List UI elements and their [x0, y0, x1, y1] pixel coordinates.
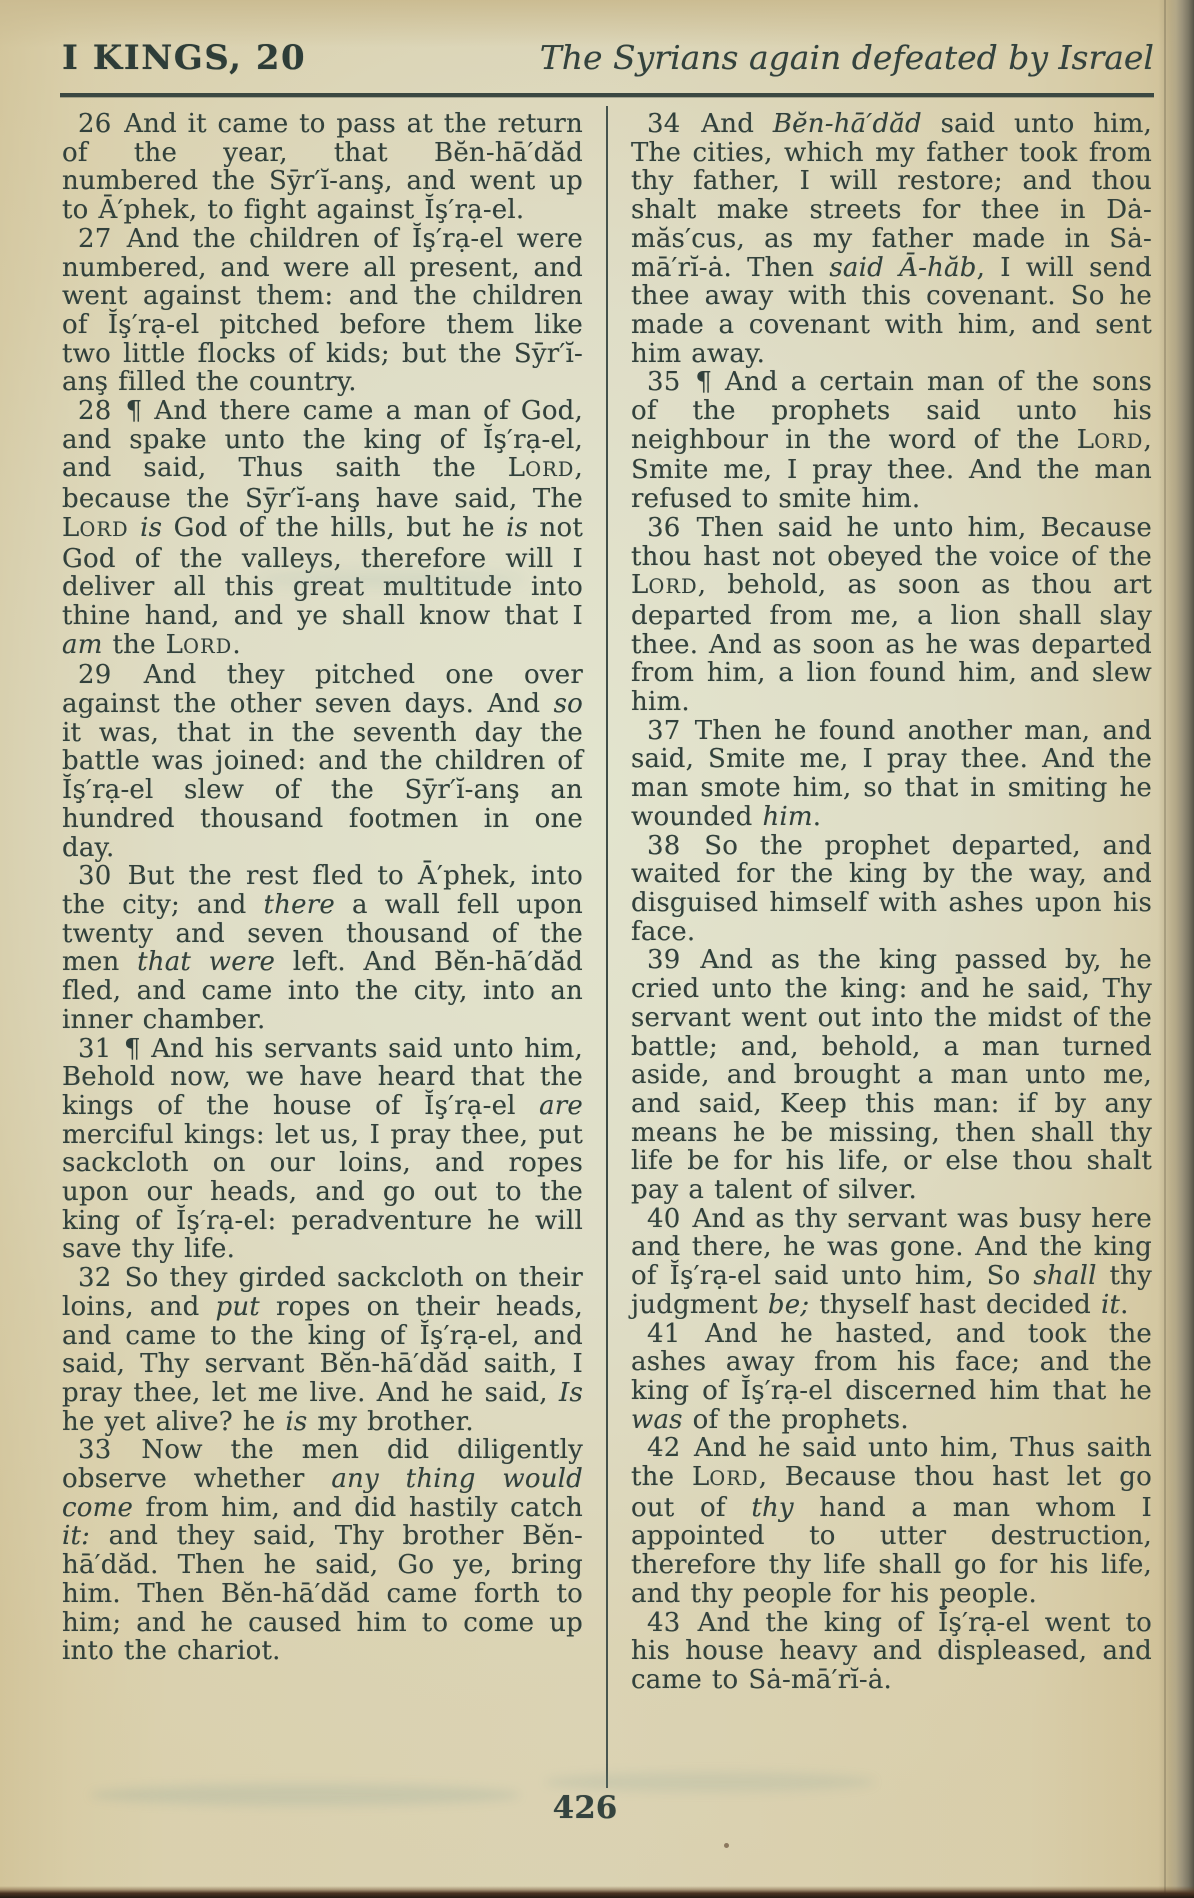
verse-41: 41 And he hasted, and took the ashes away from his face; and the king of Ĭş′rạ-el discerned him that he was of the prophets.: [631, 1318, 1152, 1435]
book-chapter-heading: I KINGS, 20: [62, 38, 307, 78]
verse-number: 32: [78, 1263, 112, 1294]
verse-number: 38: [647, 830, 681, 861]
verse-number: 43: [647, 1607, 681, 1638]
column-divider: [606, 106, 608, 1788]
paper-speck: [724, 1843, 729, 1848]
verse-number: 42: [647, 1433, 681, 1464]
running-header: [62, 38, 1154, 78]
divine-name-small-caps: LORD: [1076, 424, 1144, 455]
text-columns: [62, 110, 1154, 1788]
verse-number: 35: [647, 367, 681, 398]
verse-28: 28 ¶ And there came a man of God, and spake unto the king of Ĭş′rạ-el, and said, Thus saith the LORD, because the Sȳr′ĭ-anş have said, The LORD is God of the hills, but he is not God of the valleys, therefore will I deliver all this great multitude into thine hand, and ye shall know that I am the LORD.: [62, 396, 583, 660]
verse-number: 41: [647, 1318, 681, 1349]
verse-26: 26 And it came to pass at the return of the year, that Bĕn-hā′dăd numbered the Sȳr′ĭ-anş, and went up to Ā′phek, to fight against Ĭş′rạ-el.: [62, 109, 583, 226]
verse-38: 38 So the prophet departed, and waited for the king by the way, and disguised himself with ashes upon his face.: [631, 830, 1153, 947]
verse-39: 39 And as the king passed by, he cried unto the king: and he said, Thy servant went out into the midst of the battle; and, behold, a man turned aside, and brought a man unto me, and said, Keep this man: if by any means he be missing, then shall thy life be for his life, or else thou shalt pay a talent of silver.: [631, 945, 1152, 1206]
page-number: 426: [552, 1790, 618, 1826]
verse-number: 34: [647, 109, 681, 139]
verse-number: 31: [78, 1033, 112, 1064]
verse-31: 31 ¶ And his servants said unto him, Behold now, we have heard that the kings of the house of Ĭş′rạ-el are merciful kings: let us, I pray thee, put sackcloth on our loins, and ropes upon our heads, and go out to the king of Ĭş′rạ-el: peradventure he will save thy life.: [62, 1033, 584, 1265]
verse-number: 28: [78, 396, 112, 427]
verse-number: 40: [647, 1203, 681, 1234]
verse-number: 33: [78, 1435, 112, 1466]
verse-number: 30: [78, 861, 112, 892]
verse-40: 40 And as thy servant was busy here and there, he was gone. And the king of Ĭş′rạ-el said unto him, So shall thy judgment be; thyself hast decided it.: [631, 1203, 1152, 1320]
verse-number: 39: [647, 945, 681, 976]
divine-name-small-caps: LORD: [631, 570, 698, 601]
verse-36: 36 Then said he unto him, Because thou hast not obeyed the voice of the LORD, behold, as soon as thou art departed from me, a lion shall slay thee. And as soon as he was departed from him, a lion found him, and slew him.: [631, 512, 1153, 718]
verse-30: 30 But the rest fled to Ā′phek, into the city; and there a wall fell upon twenty and seven thousand of the men that were left. And Bĕn-hā′dăd fled, and came into the city, into an inner chamber.: [62, 861, 583, 1035]
page-edge-shadow: [1158, 0, 1194, 1898]
verse-27: 27 And the children of Ĭş′rạ-el were numbered, and were all present, and went against them: and the children of Ĭş′rạ-el pitched before them like two little flocks of kids; but the Sȳr′ĭ-anş filled the country.: [62, 223, 583, 398]
verse-number: 29: [78, 660, 112, 691]
divine-name-small-caps: LORD: [507, 453, 575, 484]
verse-number: 36: [647, 512, 681, 543]
divine-name-small-caps: LORD: [165, 629, 233, 660]
right-column: [631, 110, 1152, 1695]
page-bottom-edge: [0, 1886, 1194, 1898]
verse-29: 29 And they pitched one over against the other seven days. And so it was, that in the seventh day the battle was joined: and the children of Ĭş′rạ-el slew of the Sȳr′ĭ-anş an hundred thousand footmen in one day.: [62, 660, 584, 863]
verse-number: 26: [78, 109, 112, 139]
verse-42: 42 And he said unto him, Thus saith the LORD, Because thou hast let go out of thy hand a man whom I appointed to utter destruction, therefore thy life shall go for his life, and thy people for his people.: [631, 1433, 1153, 1609]
left-column: [62, 110, 583, 1666]
verse-number: 37: [647, 715, 681, 746]
verse-number: 27: [78, 223, 112, 254]
verse-32: 32 So they girded sackcloth on their loins, and put ropes on their heads, and came to the king of Ĭş′rạ-el, and said, Thy servant Bĕn-hā′dăd saith, I pray thee, let me live. And he said, Is he yet alive? he is my brother.: [62, 1263, 584, 1437]
verse-33: 33 Now the men did diligently observe whether any thing would come from him, and did hastily catch it: and they said, Thy brother Bĕn-hā′dăd. Then he said, Go ye, bring him. Then Bĕn-hā′dăd came forth to him; and he caused him to come up into the chariot.: [62, 1435, 583, 1667]
verse-34: 34 And Bĕn-hā′dăd said unto him, The cities, which my father took from thy father, I will restore; and thou shalt make streets for thee in Dȧ-măs′cus, as my father made in Sȧ-mā′rĭ-ȧ. Then said Ā-hăb, I will send thee away with this covenant. So he made a covenant with him, and sent him away.: [631, 109, 1153, 369]
header-rule: [60, 93, 1154, 97]
running-head-summary: The Syrians again defeated by Israel: [539, 38, 1154, 77]
verse-37: 37 Then he found another man, and said, Smite me, I pray thee. And the man smote him, so that in smiting he wounded him.: [631, 715, 1153, 832]
divine-name-small-caps: LORD: [62, 512, 129, 543]
verse-35: 35 ¶ And a certain man of the sons of the prophets said unto his neighbour in the word of the LORD, Smite me, I pray thee. And the man refused to smite him.: [631, 367, 1152, 515]
verse-43: 43 And the king of Ĭş′rạ-el went to his house heavy and displeased, and came to Sȧ-mā′rĭ-ȧ.: [631, 1607, 1152, 1695]
divine-name-small-caps: LORD: [691, 1462, 759, 1493]
